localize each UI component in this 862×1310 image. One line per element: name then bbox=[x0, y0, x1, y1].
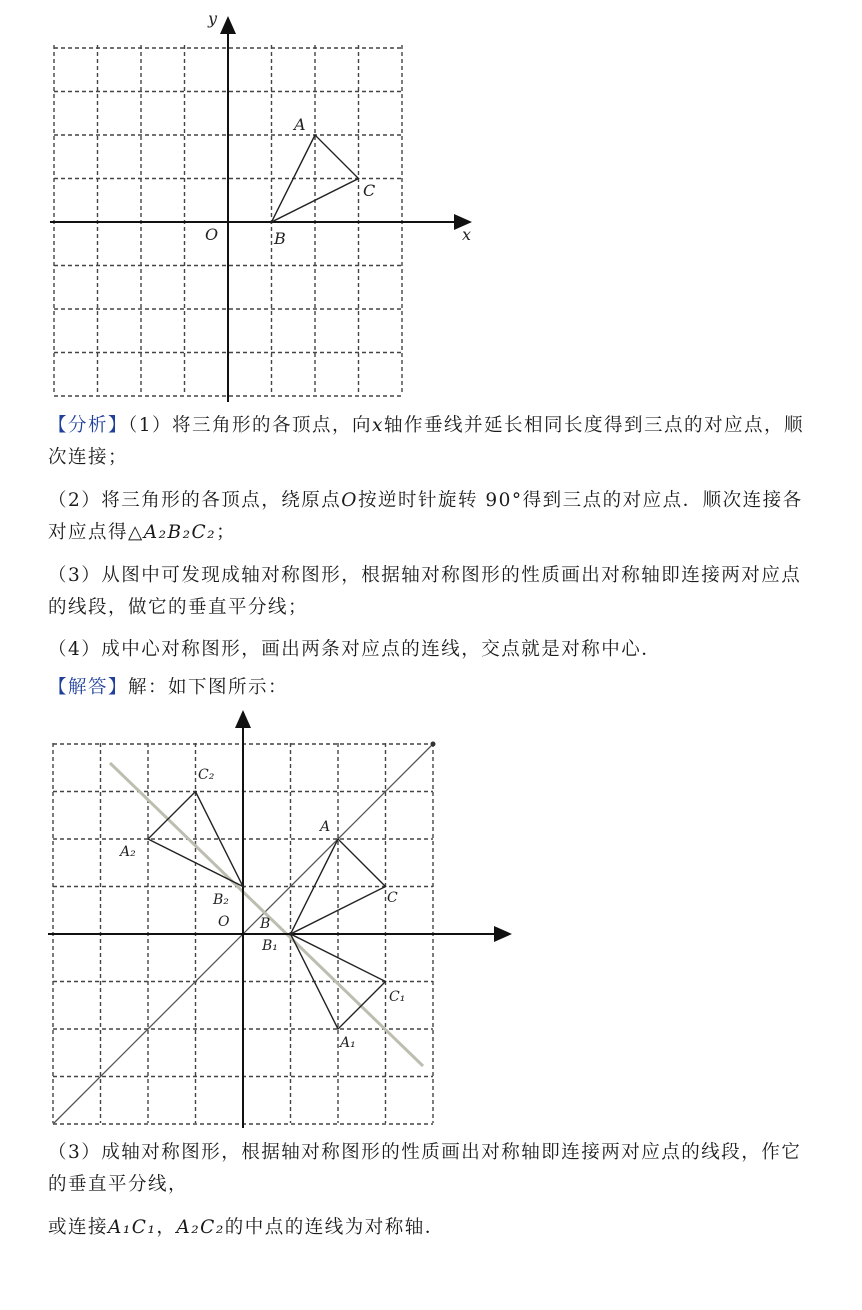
p6-text-a: 或连接 bbox=[48, 1217, 109, 1238]
p1-text-a: （1）将三角形的各顶点，向 bbox=[128, 415, 373, 436]
p1-text-b: 轴作垂线并延长相同长度得到三点的对应点，顺次连接； bbox=[48, 415, 804, 468]
figure-1-label-b: B bbox=[274, 229, 286, 248]
analysis-paragraph-1 bbox=[48, 410, 818, 474]
figure-1-label-a: A bbox=[294, 115, 306, 134]
p6-segment-2: A₂C₂ bbox=[176, 1217, 225, 1238]
figure-2-label-b2: B₂ bbox=[213, 892, 229, 908]
p6-text-b: 的中点的连线为对称轴． bbox=[224, 1217, 445, 1238]
answer-tag: 【解答】 bbox=[48, 677, 129, 698]
conclusion-paragraph-2 bbox=[48, 1212, 818, 1244]
conclusion-paragraph: （3）成轴对称图形，根据轴对称图形的性质画出对称轴即连接两对应点的线段，作它的垂直平分线， bbox=[48, 1142, 802, 1195]
p2-origin: O bbox=[341, 490, 358, 511]
figure-2-label-c: C bbox=[387, 890, 398, 906]
answer-text: 解：如下图所示： bbox=[128, 677, 289, 698]
figure-2 bbox=[0, 700, 862, 1130]
figure-2-diagonal-endpoint bbox=[431, 742, 436, 747]
p6-separator: ， bbox=[156, 1217, 177, 1238]
figure-1-y-label: y bbox=[208, 9, 218, 28]
figure-2-label-a1: A₁ bbox=[340, 1035, 356, 1051]
p2-text-b: 按逆时针旋转 90°得到三点的对应点．顺次连接各对应点得△ bbox=[48, 490, 803, 543]
analysis-paragraph-2 bbox=[48, 485, 818, 549]
analysis-tag: 【分析】 bbox=[48, 415, 129, 436]
analysis-paragraph-4: （4）成中心对称图形，画出两条对应点的连线，交点就是对称中心． bbox=[48, 639, 662, 660]
p6-segment-1: A₁C₁ bbox=[108, 1217, 157, 1238]
p2-text-a: （2）将三角形的各顶点，绕原点 bbox=[48, 490, 342, 511]
figure-2-label-b: B bbox=[260, 916, 271, 932]
figure-1-label-c: C bbox=[363, 181, 376, 200]
figure-2-label-b1: B₁ bbox=[262, 938, 278, 954]
p1-x: x bbox=[372, 415, 384, 436]
analysis-paragraph-3: （3）从图中可发现成轴对称图形，根据轴对称图形的性质画出对称轴即连接两对应点的线段，做它的垂直平分线； bbox=[48, 565, 802, 618]
figure-2-origin-label: O bbox=[218, 914, 230, 930]
figure-1-origin-label: O bbox=[205, 225, 219, 244]
figure-2-label-c1: C₁ bbox=[389, 989, 406, 1005]
p2-triangle: A₂B₂C₂ bbox=[143, 522, 217, 543]
figure-1 bbox=[0, 0, 862, 405]
figure-2-label-a: A bbox=[320, 819, 331, 835]
figure-2-label-c2: C₂ bbox=[198, 767, 215, 783]
figure-1-x-label: x bbox=[462, 225, 472, 244]
figure-2-label-a2: A₂ bbox=[120, 844, 136, 860]
p2-text-c: ； bbox=[216, 522, 237, 543]
